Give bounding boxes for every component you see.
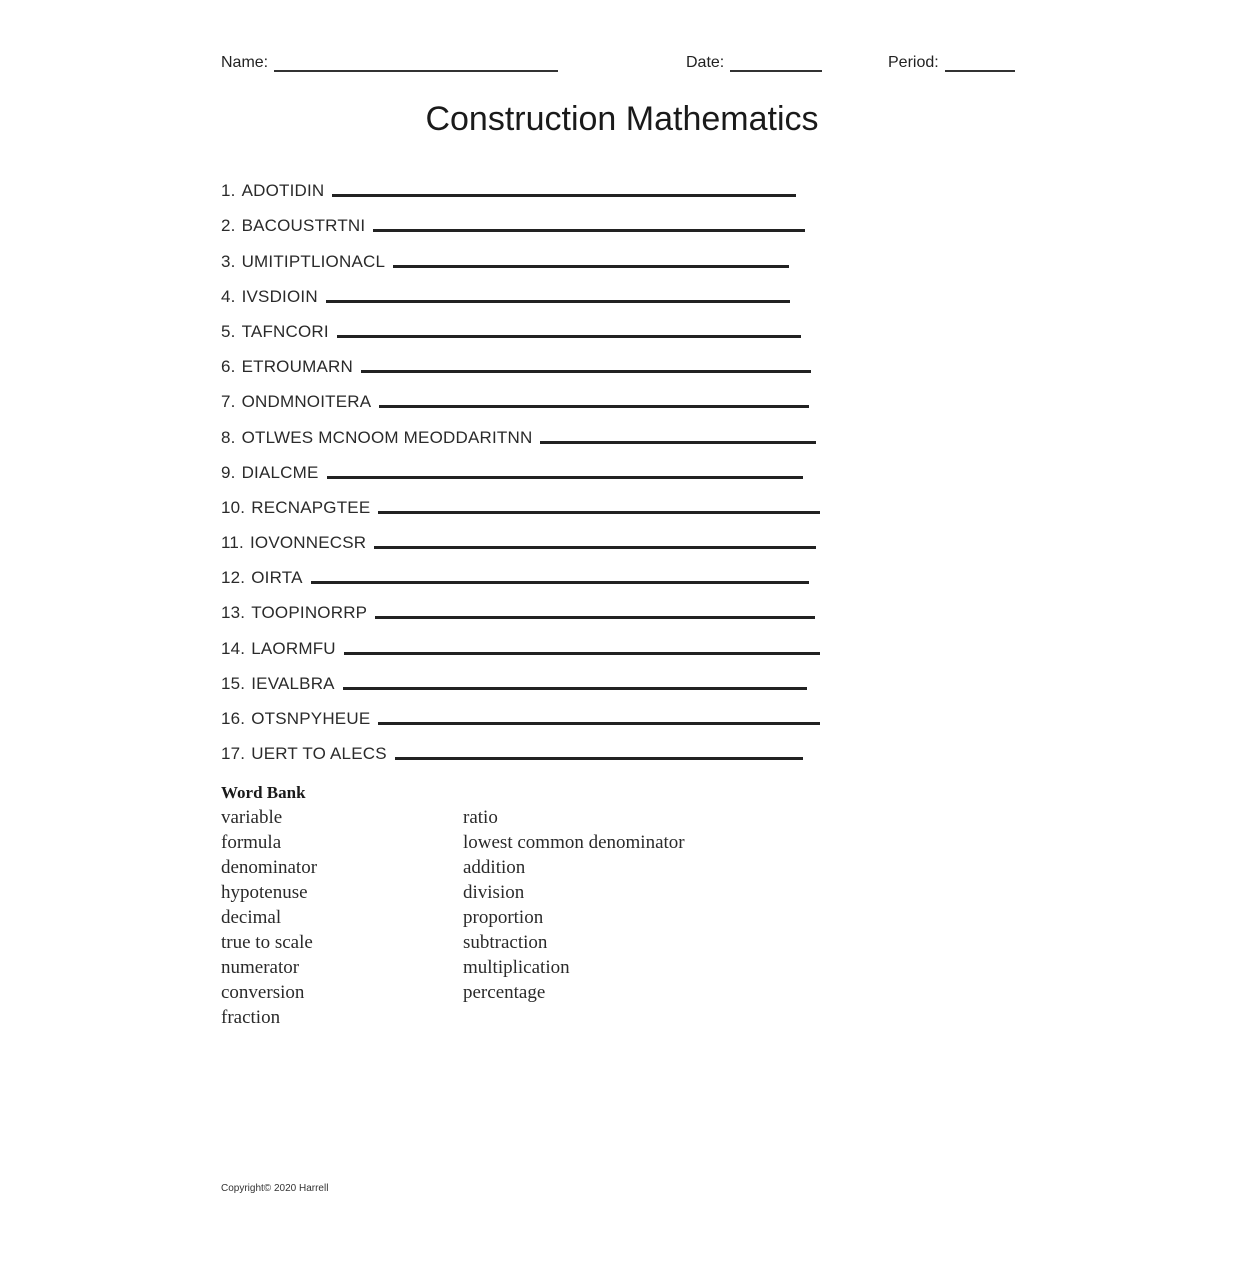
puzzle-item xyxy=(221,342,901,377)
puzzle-number: 9. xyxy=(221,462,236,482)
answer-line xyxy=(343,673,807,690)
word-bank-item: hypotenuse xyxy=(221,882,308,903)
word-bank-item: variable xyxy=(221,807,283,828)
answer-line xyxy=(395,743,803,760)
name-label: Name: xyxy=(221,54,269,71)
puzzle-number: 12. xyxy=(221,568,246,588)
puzzle-scramble: OTLWES MCNOOM MEODDARITNN xyxy=(241,427,533,447)
word-bank-item: lowest common denominator xyxy=(463,832,685,853)
period-field xyxy=(888,52,1015,72)
puzzle-item xyxy=(221,483,901,518)
puzzle-item xyxy=(221,588,901,623)
puzzle-item xyxy=(221,448,901,483)
word-bank-item: percentage xyxy=(463,982,546,1003)
word-bank-column-1 xyxy=(221,805,317,1030)
answer-line xyxy=(344,638,820,655)
puzzle-item xyxy=(221,694,901,729)
puzzle-item xyxy=(221,518,901,553)
copyright-notice: Copyright© 2020 Harrell xyxy=(221,1183,329,1194)
word-bank-item: conversion xyxy=(221,982,305,1003)
answer-line xyxy=(375,602,815,619)
word-bank-item: decimal xyxy=(221,907,282,928)
puzzle-scramble: UMITIPTLIONACL xyxy=(241,251,386,271)
puzzle-number: 7. xyxy=(221,392,236,412)
puzzle-number: 10. xyxy=(221,497,246,517)
puzzle-scramble: ADOTIDIN xyxy=(241,181,325,201)
puzzle-number: 1. xyxy=(221,181,236,201)
puzzle-number: 3. xyxy=(221,251,236,271)
puzzle-scramble: IEVALBRA xyxy=(251,673,335,693)
puzzle-number: 2. xyxy=(221,216,236,236)
puzzle-item xyxy=(221,729,901,764)
puzzle-item xyxy=(221,272,901,307)
word-bank-item: numerator xyxy=(221,957,300,978)
puzzle-number: 14. xyxy=(221,638,246,658)
answer-line xyxy=(540,427,816,444)
puzzle-item xyxy=(221,377,901,412)
answer-line xyxy=(337,321,801,338)
puzzle-number: 5. xyxy=(221,321,236,341)
puzzle-item xyxy=(221,553,901,588)
puzzle-item xyxy=(221,166,901,201)
answer-line xyxy=(361,356,811,373)
puzzle-scramble: RECNAPGTEE xyxy=(251,497,371,517)
name-field xyxy=(221,52,558,72)
page-title: Construction Mathematics xyxy=(425,100,819,138)
word-bank-item: denominator xyxy=(221,857,318,878)
period-label: Period: xyxy=(888,54,939,71)
puzzle-scramble: BACOUSTRTNI xyxy=(241,216,366,236)
puzzle-number: 11. xyxy=(221,533,244,553)
puzzle-item xyxy=(221,236,901,271)
puzzle-number: 17. xyxy=(221,744,246,764)
puzzle-scramble: TAFNCORI xyxy=(241,321,329,341)
answer-line xyxy=(379,391,809,408)
puzzle-scramble: OTSNPYHEUE xyxy=(251,709,371,728)
word-bank-item: multiplication xyxy=(463,957,570,978)
answer-line xyxy=(311,567,809,584)
date-blank-line xyxy=(730,52,822,72)
puzzle-scramble: DIALCME xyxy=(241,462,319,482)
date-label: Date: xyxy=(686,54,725,71)
word-bank-item: formula xyxy=(221,832,282,853)
answer-line xyxy=(326,286,790,303)
puzzle-number: 16. xyxy=(221,709,246,728)
puzzle-item xyxy=(221,623,901,658)
word-bank-item: true to scale xyxy=(221,932,313,953)
puzzle-scramble: ONDMNOITERA xyxy=(241,392,372,412)
puzzle-item xyxy=(221,307,901,342)
puzzle-number: 15. xyxy=(221,673,246,693)
period-blank-line xyxy=(945,52,1015,72)
puzzle-number: 13. xyxy=(221,603,246,623)
date-field xyxy=(686,52,822,72)
word-bank-column-2 xyxy=(463,805,685,1005)
puzzle-scramble: IVSDIOIN xyxy=(241,286,318,306)
word-bank-item: fraction xyxy=(221,1007,281,1028)
word-bank-item: subtraction xyxy=(463,932,548,953)
puzzle-scramble: OIRTA xyxy=(251,568,303,588)
answer-line xyxy=(327,462,803,479)
puzzle-scramble: TOOPINORRP xyxy=(251,603,368,623)
word-bank-item: division xyxy=(463,882,525,903)
word-bank-title: Word Bank xyxy=(221,783,306,802)
answer-line xyxy=(378,497,820,514)
name-blank-line xyxy=(274,52,558,72)
answer-line xyxy=(393,251,789,268)
word-bank-item: proportion xyxy=(463,907,544,928)
answer-line xyxy=(374,532,816,549)
puzzle-scramble: LAORMFU xyxy=(251,638,336,658)
puzzle-scramble: UERT TO ALECS xyxy=(251,744,387,764)
puzzle-item xyxy=(221,412,901,447)
puzzle-scramble: ETROUMARN xyxy=(241,357,353,377)
puzzle-item xyxy=(221,659,901,694)
puzzle-number: 6. xyxy=(221,357,236,377)
puzzle-number: 4. xyxy=(221,286,236,306)
puzzle-list xyxy=(221,166,901,764)
puzzle-number: 8. xyxy=(221,427,236,447)
answer-line xyxy=(378,708,820,725)
puzzle-item xyxy=(221,201,901,236)
answer-line xyxy=(332,180,796,197)
answer-line xyxy=(373,215,805,232)
word-bank-item: ratio xyxy=(463,807,498,828)
puzzle-scramble: IOVONNECSR xyxy=(249,533,367,553)
word-bank-item: addition xyxy=(463,857,526,878)
